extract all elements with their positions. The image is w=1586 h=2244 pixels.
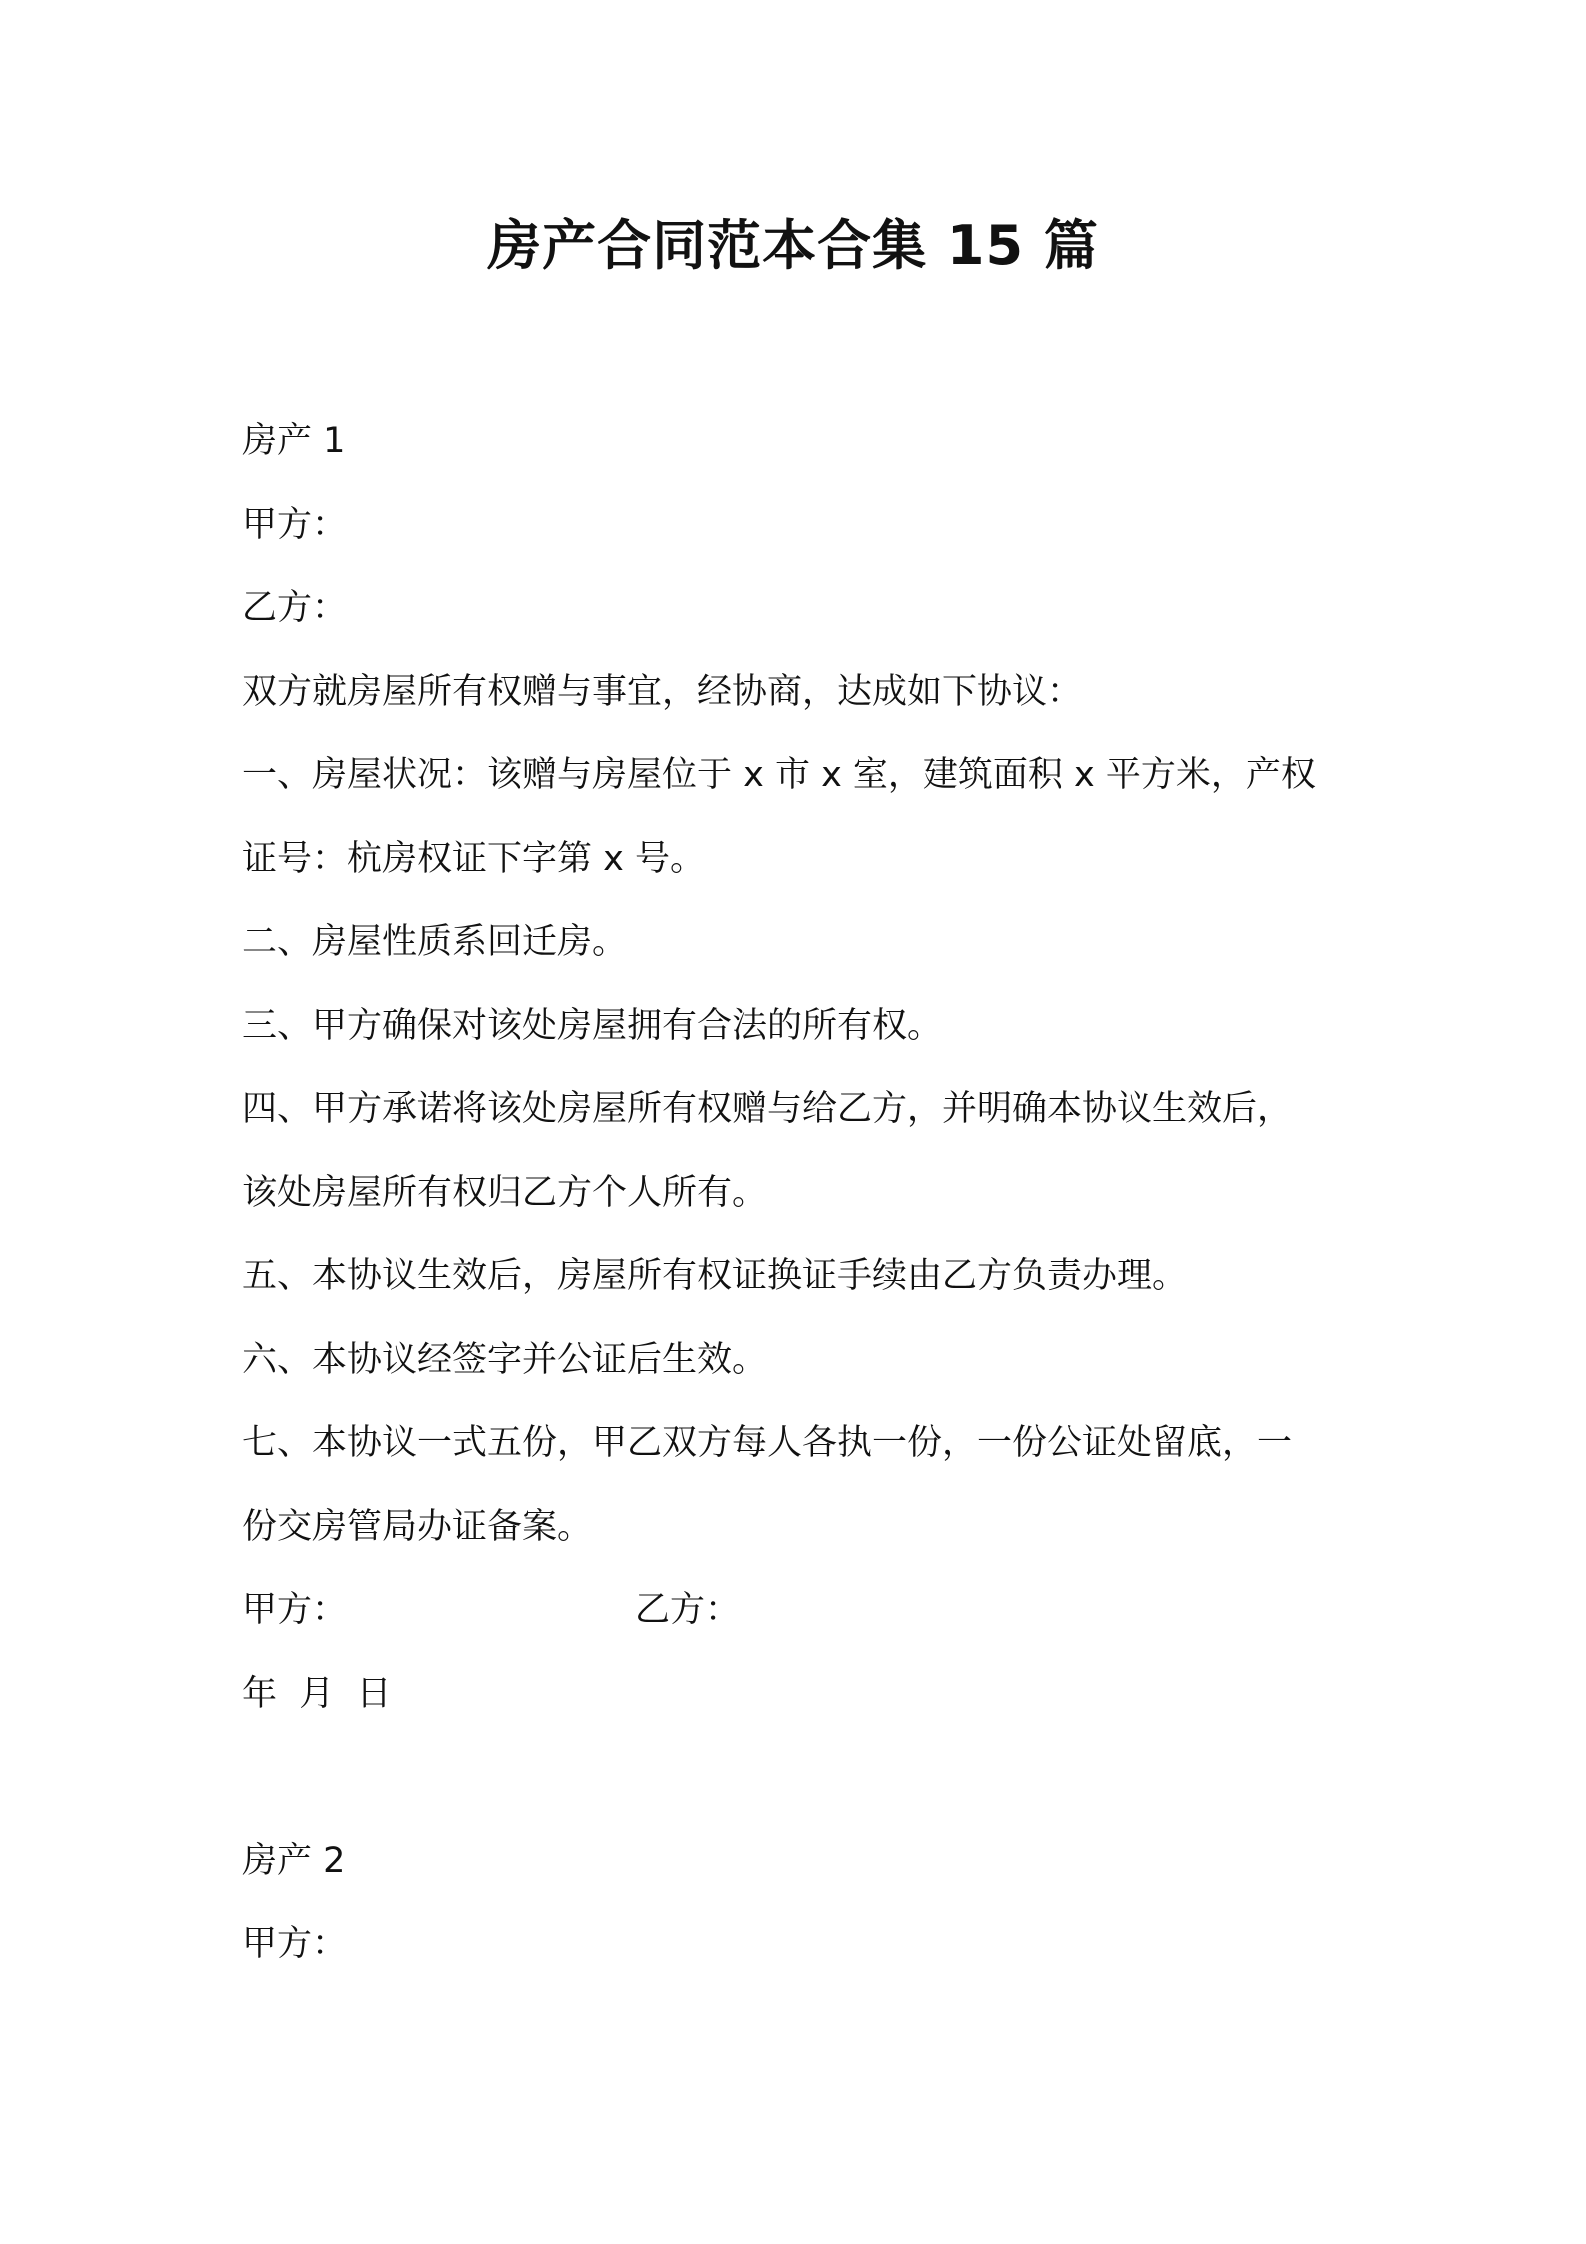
section-heading-2: 房产 2 xyxy=(242,1840,346,1881)
document-body xyxy=(242,400,1372,1987)
clause-1-line-1: 一、房屋状况：该赠与房屋位于 x 市 x 室，建筑面积 x 平方米，产权 xyxy=(242,755,1316,795)
signature-date: 年 月 日 xyxy=(242,1673,392,1714)
section-spacer xyxy=(242,1736,1372,1820)
signature-row xyxy=(242,1569,1372,1653)
signature-party-a: 甲方： xyxy=(242,1590,348,1630)
clause-4-line-1: 四、甲方承诺将该处房屋所有权赠与给乙方，并明确本协议生效后， xyxy=(242,1089,1293,1129)
agreement-intro: 双方就房屋所有权赠与事宜，经协商，达成如下协议： xyxy=(242,671,1083,712)
clause-6: 六、本协议经签字并公证后生效。 xyxy=(242,1339,768,1380)
clause-4-line-2: 该处房屋所有权归乙方个人所有。 xyxy=(242,1172,768,1213)
document-title: 房产合同范本合集 15 篇 xyxy=(487,214,1099,277)
clause-7-line-2: 份交房管局办证备案。 xyxy=(242,1506,593,1547)
section-heading: 房产 1 xyxy=(242,421,346,461)
party-a-label: 甲方： xyxy=(242,504,348,545)
signature-party-b: 乙方： xyxy=(635,1590,741,1630)
section-2-party-a-label: 甲方： xyxy=(242,1924,348,1964)
clause-2: 二、房屋性质系回迁房。 xyxy=(242,922,628,962)
party-b-label: 乙方： xyxy=(242,588,348,628)
clause-3: 三、甲方确保对该处房屋拥有合法的所有权。 xyxy=(242,1005,943,1046)
clause-5: 五、本协议生效后，房屋所有权证换证手续由乙方负责办理。 xyxy=(242,1256,1188,1296)
clause-7-line-1: 七、本协议一式五份，甲乙双方每人各执一份，一份公证处留底，一 xyxy=(242,1423,1293,1463)
clause-1-line-2: 证号：杭房权证下字第 x 号。 xyxy=(242,838,705,879)
